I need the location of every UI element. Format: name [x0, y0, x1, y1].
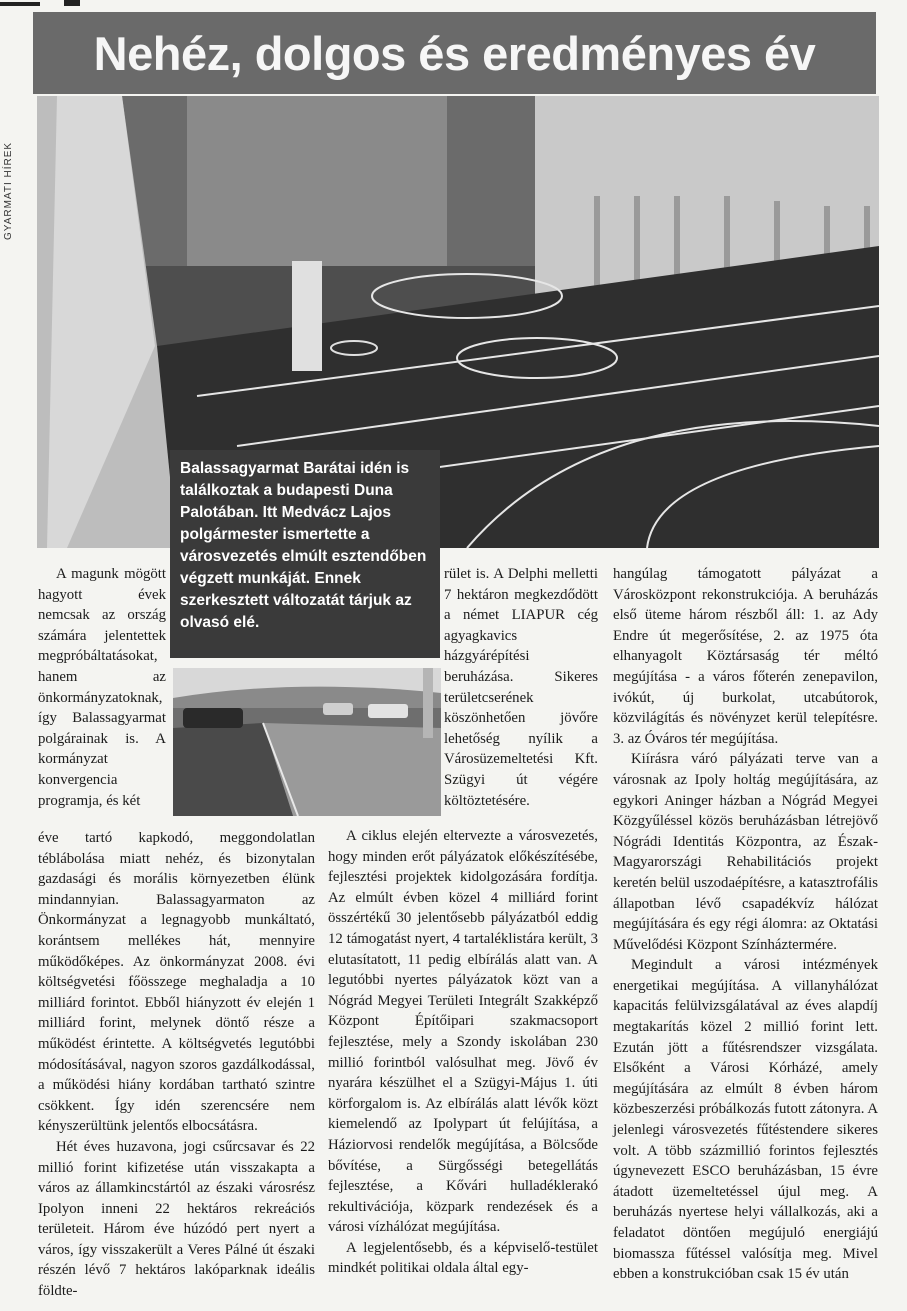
- article-paragraph: éve tartó kapkodó, meggondolatlan téblábolása miatt nehéz, és bizonytalan gazdasági és morális környezetben élünk mindannyian. Balassagyarmaton az Önkormányzat a legnagyobb munkáltató, korántsem mellékes hát, mennyire működőképes. Az önkormányzat 2008. évi költségvetési főösszege meghaladja a 10 milliárd forintot. Ebből hiányzott év elején 1 milliárd forint, melynek döntő része a működést érintette. A költségvetés legutóbbi módosításával, nagyon szoros gazdálkodással, a működési hiány kordában tartható szintre csökkent. Így idén szerencsére nem kényszerültünk jelentős elbocsátásra.: [38, 830, 315, 1135]
- article-paragraph: A ciklus elején eltervezte a városvezetés, hogy minden erőt pályázatok előkészítésébe, fejlesztési projektek kidolgozására fordítja. Az elmúlt évben közel 4 milliárd forint összértékű 30 jelentősebb pályázatból eddig 12 támogatást nyert, 4 tartaléklistára került, 3 elutasítatott, 11 pedig elbírálás alatt van. A legutóbbi nyertes pályázatok közt van a Nógrád Megyei Területi Integrált Szakképző Központ Építőipari szakmacsoport fejlesztése, mely a Szondy iskolában 230 millió forintból valósulhat meg. Jövő év nyarára készülhet el a Szügyi-Május 1. úti körforgalom is. Az elbírálás alatt lévők közt kiemelendő az Ipolypart út felújítása, a Háziorvosi rendelők megújítása, a Bölcsőde bővítése, a Sürgősségi betegellátás fejlesztése, a Kővári hulladéklerakó rekultivációja, közpark rendezések és a városi vízhálózat megújítása.: [328, 828, 598, 1236]
- article-column-3: [613, 564, 878, 1285]
- parking-lot-photo: [173, 668, 441, 816]
- article-column-2: [328, 826, 598, 1279]
- section-label: GYARMATI HÍREK: [3, 141, 14, 240]
- sports-hall-photo: [37, 96, 879, 548]
- article-column-2-top: [444, 564, 598, 811]
- headline-banner: [33, 12, 876, 94]
- article-paragraph: rület is. A Delphi melletti 7 hektáron megkezdődött a német LIAPUR cég agyagkavics házgyárépítési beruházása. Sikeres területcserének köszönhetően jövőre lehetőség nyílik a Városüzemeltetési Kft. Szügyi út végére költöztetésére.: [444, 566, 598, 809]
- article-column-1: [38, 828, 315, 1302]
- crop-mark: [0, 2, 40, 6]
- article-paragraph: hangúlag támogatott pályázat a Városközpont rekonstrukciója. A beruházás első üteme három részből áll: 1. az Ady Endre út megerősítése, 2. az 1975 óta elhanyagolt Köztársaság tér méltó megújítása - a város főterén zenepavilon, ivókút, új burkolat, utcabútorok, közvilágítás és növényzet kerül telepítésre. 3. az Óváros tér megújítása.: [613, 566, 878, 747]
- crop-mark: [64, 0, 80, 6]
- article-paragraph: A magunk mögött hagyott évek nemcsak az ország számára jelentettek megpróbáltatásokat, hanem az önkormányzatoknak, így Balassagyarmat polgárainak is. A kormányzat konvergencia programja, és két: [38, 566, 166, 809]
- article-paragraph: Megindult a városi intézmények energetikai megújítása. A villanyhálózat kapacitás felülvizsgálatával az éves alapdíj megtakarítás közel 2 millió forint lett. Ezután jött a fűtésrendszer vizsgálata. Elsőként a Városi Kórházé, amely megújítására az elmúlt 8 évben három közbeszerzési próbálkozás futott zátonyra. A jelenlegi városvezetés fűtéstendere sikeres volt. A több százmillió forintos fejlesztés úgynevezett ESCO beruházásban, 15 évre átadott üzemeltetéssel újul meg. A beruházás nyertese helyi vállalkozás, aki a feladatot döntően megújuló energiájú biomassza fűtéssel valósítja meg. Mivel ebben a konstrukcióban csak 15 év után: [613, 957, 879, 1283]
- article-column-1-wrap: [38, 564, 166, 811]
- article-paragraph: Kiírásra váró pályázati terve van a városnak az Ipoly holtág megújítására, az egykori Aninger házban a Nógrád Megyei Közgyűléssel közös beruházásban létrejövő Nógrádi Identitás Központra, az Észak-Magyarországi Rehabilitációs projekt keretén belül uszodaépítésre, a katasztrofális állapotban lévő csapadékvíz hálózat megújítására és egy régi álomra: az Oktatási Művelődési Központ Színháztermére.: [613, 751, 878, 953]
- photo-caption: Balassagyarmat Barátai idén is találkoztak a budapesti Duna Palotában. Itt Medvácz Lajos polgármester ismertette a városvezetés elmúlt esztendőben végzett munkáját. Ennek szerkesztett változatát tárjuk az olvasó elé.: [170, 450, 440, 658]
- headline: Nehéz, dolgos és eredményes év: [93, 26, 816, 80]
- top-crop-marks: [0, 0, 907, 8]
- article-paragraph: A legjelentősebb, és a képviselő-testület mindkét politikai oldala által egy-: [328, 1239, 598, 1277]
- article-paragraph: Hét éves huzavona, jogi csűrcsavar és 22 millió forint kifizetése után visszakapta a város az államkincstártól az északi városrész Ipolyon inneni 22 hektáros rekreációs területeit. Három éve húzódó pert nyert a város, így visszakerült a Veres Pálné út északi részén lévő 7 hektáros lakóparknak ideális földte-: [38, 1138, 315, 1300]
